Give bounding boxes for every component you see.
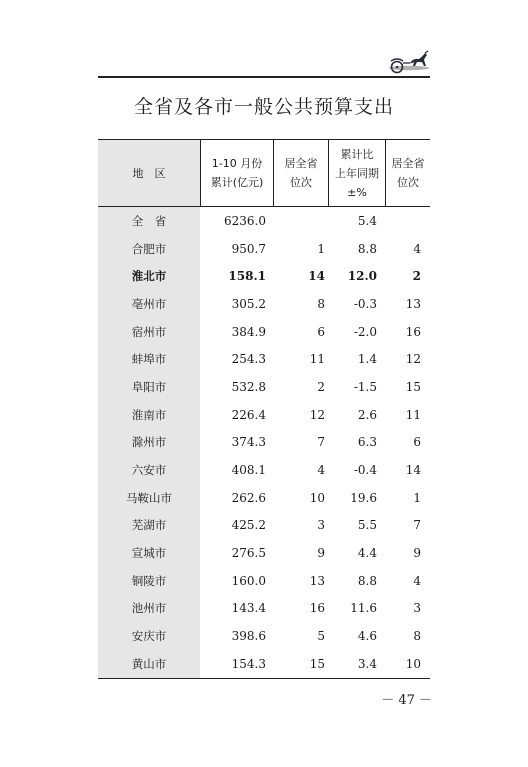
cell-rank-change: 16 — [405, 324, 421, 339]
page-number: － 47 － — [381, 693, 432, 708]
cell-change: -1.5 — [353, 379, 377, 394]
cell-region: 宿州市 — [131, 324, 167, 339]
cell-change: 5.5 — [357, 518, 377, 533]
header-rank-change-line2: 位次 — [397, 176, 419, 189]
table-row — [98, 345, 430, 373]
table-row — [98, 650, 430, 678]
table-row — [98, 235, 430, 263]
header-rank-change — [385, 140, 430, 206]
header-region — [98, 140, 200, 206]
cell-region: 蚌埠市 — [131, 352, 167, 367]
table-row — [98, 484, 430, 512]
cell-rank-change: 7 — [413, 518, 421, 533]
table-row — [98, 595, 430, 623]
cell-region: 六安市 — [131, 463, 167, 478]
cell-region: 滁州市 — [131, 435, 167, 450]
table-row — [98, 318, 430, 346]
table-row — [98, 373, 430, 401]
cell-region: 合肥市 — [131, 241, 167, 256]
cell-rank-change: 4 — [413, 573, 421, 588]
cell-rank-cumulative: 6 — [317, 324, 325, 339]
header-change-line1: 累计比 — [340, 147, 374, 161]
cell-change: -2.0 — [353, 324, 377, 339]
header-cumulative-line1: 1-10 月份 — [211, 157, 263, 170]
table-row — [98, 207, 430, 235]
cell-cumulative: 154.3 — [231, 656, 266, 671]
header-change-line3: ±% — [347, 185, 367, 199]
cell-change: 19.6 — [350, 490, 377, 505]
cell-rank-change: 15 — [405, 379, 421, 394]
cell-rank-cumulative: 8 — [317, 296, 325, 311]
cell-change: 8.8 — [357, 573, 377, 588]
cell-rank-change: 8 — [413, 629, 421, 644]
cell-rank-cumulative: 11 — [309, 352, 325, 367]
cell-cumulative: 160.0 — [231, 573, 266, 588]
cell-change: 5.4 — [357, 213, 377, 228]
cell-change: 4.6 — [357, 629, 377, 644]
table-row — [98, 401, 430, 429]
header-rank-cumulative-line1: 居全省 — [284, 157, 318, 170]
cell-rank-change: 2 — [412, 269, 421, 284]
cell-region: 铜陵市 — [131, 573, 167, 588]
cell-rank-change: 4 — [413, 241, 421, 256]
cell-rank-change: 10 — [405, 656, 421, 671]
cell-rank-cumulative: 7 — [317, 435, 325, 450]
cell-rank-change: 11 — [405, 407, 421, 422]
cell-region: 池州市 — [131, 601, 167, 616]
header-change-line2: 上年同期 — [335, 166, 379, 180]
cell-cumulative: 6236.0 — [224, 213, 266, 228]
table-row — [98, 429, 430, 457]
cell-rank-change: 12 — [405, 352, 421, 367]
cell-cumulative: 384.9 — [231, 324, 266, 339]
cell-region: 宣城市 — [131, 546, 167, 561]
cell-region: 阜阳市 — [131, 379, 167, 394]
header-change — [328, 140, 385, 206]
cell-change: 1.4 — [357, 352, 377, 367]
cell-cumulative: 158.1 — [228, 269, 266, 284]
cell-rank-cumulative: 13 — [309, 573, 325, 588]
header-region-text: 地 区 — [132, 166, 166, 180]
cell-cumulative: 374.3 — [231, 435, 266, 450]
table-row — [98, 456, 430, 484]
cell-cumulative: 143.4 — [231, 601, 266, 616]
cell-change: 3.4 — [357, 656, 377, 671]
table-row — [98, 567, 430, 595]
cell-cumulative: 262.6 — [231, 490, 266, 505]
cell-region: 淮南市 — [131, 407, 167, 422]
cell-region: 淮北市 — [131, 269, 167, 284]
budget-table — [98, 139, 430, 679]
cell-rank-cumulative: 16 — [309, 601, 325, 616]
header-rank-cumulative-line2: 位次 — [290, 176, 312, 189]
cell-cumulative: 254.3 — [231, 352, 266, 367]
cell-cumulative: 305.2 — [231, 296, 266, 311]
cell-rank-change: 14 — [405, 463, 421, 478]
cell-rank-cumulative: 4 — [317, 463, 325, 478]
cell-region: 黄山市 — [131, 656, 167, 671]
table-body — [98, 207, 430, 678]
cell-rank-change: 6 — [413, 435, 421, 450]
table-row — [98, 539, 430, 567]
cell-rank-change: 3 — [413, 601, 421, 616]
cell-change: 4.4 — [357, 546, 377, 561]
cell-region: 全 省 — [131, 213, 167, 228]
table-bottom-rule — [98, 678, 430, 680]
cell-rank-change: 9 — [413, 546, 421, 561]
cell-rank-cumulative: 15 — [309, 656, 325, 671]
cell-change: -0.4 — [353, 463, 377, 478]
header-rank-change-line1: 居全省 — [391, 157, 425, 170]
table-row — [98, 622, 430, 650]
table-row — [98, 262, 430, 290]
cell-cumulative: 950.7 — [231, 241, 266, 256]
cell-region: 马鞍山市 — [126, 490, 172, 505]
cell-rank-cumulative: 14 — [308, 269, 325, 284]
cell-cumulative: 425.2 — [231, 518, 266, 533]
cell-region: 安庆市 — [131, 629, 167, 644]
cell-rank-cumulative: 10 — [309, 490, 325, 505]
cell-cumulative: 398.6 — [231, 629, 266, 644]
header-rule — [98, 76, 430, 78]
cell-rank-cumulative: 3 — [317, 518, 325, 533]
cell-change: 11.6 — [350, 601, 377, 616]
header-cumulative-line2: 累计(亿元) — [210, 176, 264, 189]
cell-cumulative: 276.5 — [231, 546, 266, 561]
cell-rank-cumulative: 5 — [317, 629, 325, 644]
cell-cumulative: 532.8 — [231, 379, 266, 394]
table-header — [98, 139, 430, 207]
cell-change: 6.3 — [357, 435, 377, 450]
table-row — [98, 512, 430, 540]
cell-rank-change: 1 — [413, 490, 421, 505]
page-title: 全省及各市一般公共预算支出 — [133, 96, 394, 118]
cell-region: 亳州市 — [131, 296, 167, 311]
cell-rank-cumulative: 2 — [317, 379, 325, 394]
cell-rank-cumulative: 1 — [317, 241, 325, 256]
cell-change: 12.0 — [347, 269, 377, 284]
cell-change: -0.3 — [353, 296, 377, 311]
table-row — [98, 290, 430, 318]
cell-rank-cumulative: 9 — [317, 546, 325, 561]
header-cumulative — [200, 140, 273, 206]
cell-change: 8.8 — [357, 241, 377, 256]
cell-region: 芜湖市 — [131, 518, 167, 533]
cell-cumulative: 408.1 — [231, 463, 266, 478]
cell-rank-change: 13 — [405, 296, 421, 311]
cell-rank-cumulative: 12 — [309, 407, 325, 422]
header-rank-cumulative — [273, 140, 328, 206]
horse-carriage-icon — [386, 48, 432, 78]
cell-change: 2.6 — [357, 407, 377, 422]
cell-cumulative: 226.4 — [231, 407, 266, 422]
